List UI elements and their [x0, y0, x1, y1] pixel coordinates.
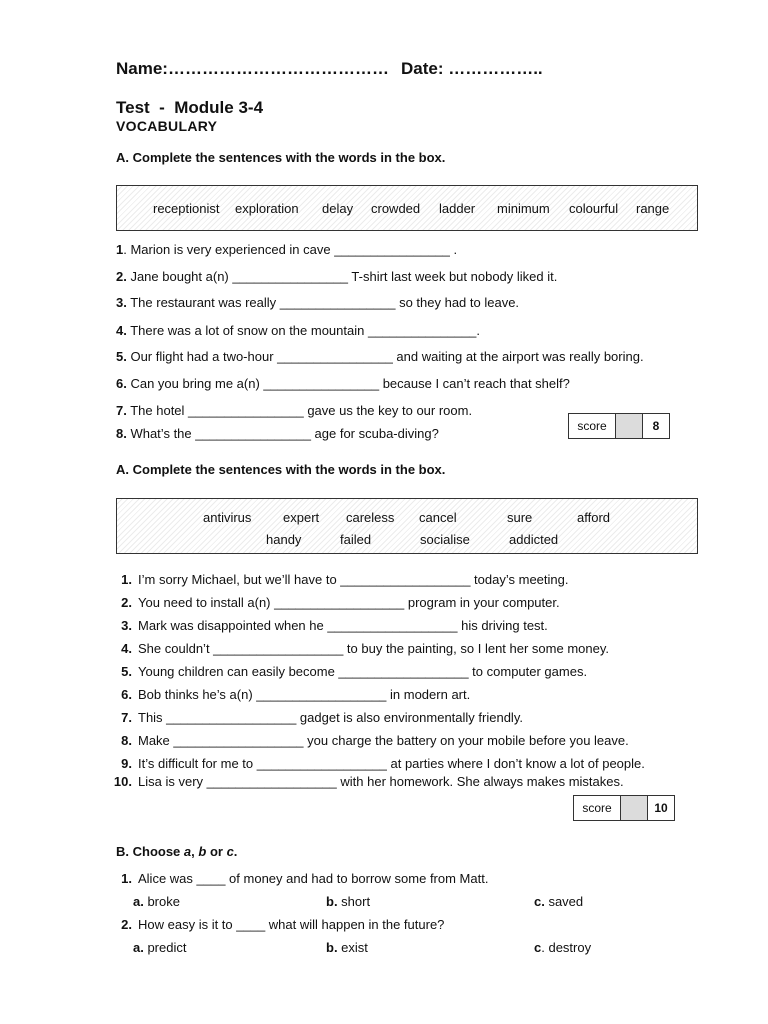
- word-box-2-word: afford: [577, 510, 611, 525]
- score-entry-cell: [621, 796, 648, 820]
- s1-question-8: 8. What’s the ________________ age for scuba-diving?: [116, 426, 439, 441]
- s3-q2-option-b: b. exist: [326, 940, 368, 955]
- s2-question-7: 7. This __________________ gadget is also environmentally friendly.: [121, 710, 523, 725]
- s1-question-2: 2. Jane bought a(n) ________________ T-shirt last week but nobody liked it.: [116, 269, 558, 284]
- s2-question-3: 3. Mark was disappointed when he __________________ his driving test.: [121, 618, 548, 633]
- score-box-2: [573, 795, 675, 821]
- word-box-2-word: sure: [507, 510, 533, 525]
- s2-question-2: 2. You need to install a(n) __________________ program in your computer.: [121, 595, 560, 610]
- section1-instruction: A. Complete the sentences with the words in the box.: [116, 150, 446, 165]
- word-box-2-word: antivirus: [203, 510, 252, 525]
- word-box-1-word: receptionist: [153, 201, 220, 216]
- word-box-2-word: handy: [266, 532, 302, 547]
- word-box-1-word: ladder: [439, 201, 476, 216]
- word-box-1: [116, 185, 698, 231]
- section2-instruction: A. Complete the sentences with the words in the box.: [116, 462, 446, 477]
- header-line: [116, 59, 543, 79]
- score-box-1: [568, 413, 670, 439]
- s3-q2-option-c: c. destroy: [534, 940, 592, 955]
- score-label: score: [574, 796, 621, 820]
- s1-question-5: 5. Our flight had a two-hour ________________ and waiting at the airport was really boring.: [116, 349, 644, 364]
- s2-question-5: 5. Young children can easily become __________________ to computer games.: [121, 664, 588, 679]
- name-field-label: Name:…………………………………: [116, 59, 389, 78]
- s2-question-6: 6. Bob thinks he’s a(n) __________________ in modern art.: [121, 687, 471, 702]
- s3-q1-option-b: b. short: [326, 894, 371, 909]
- s3-q1-option-a: a. broke: [133, 894, 180, 909]
- score-max-value: 10: [654, 801, 668, 815]
- s1-question-3: 3. The restaurant was really ________________ so they had to leave.: [116, 295, 520, 310]
- s2-question-10: 10. Lisa is very __________________ with her homework. She always makes mistakes.: [113, 774, 624, 789]
- s3-question-2: 2. How easy is it to ____ what will happen in the future?: [121, 917, 445, 932]
- word-box-2-word: expert: [283, 510, 320, 525]
- word-box-2-word: careless: [346, 510, 395, 525]
- s3-q2-option-a: a. predict: [133, 940, 187, 955]
- word-box-1-word: range: [636, 201, 670, 216]
- word-box-2: [116, 498, 698, 554]
- score-label: score: [569, 414, 616, 438]
- s2-question-1: 1. I’m sorry Michael, but we’ll have to __________________ today’s meeting.: [121, 572, 569, 587]
- s2-question-9: 9. It’s difficult for me to __________________ at parties where I don’t know a lot of people.: [121, 756, 645, 771]
- score-entry-cell: [616, 414, 643, 438]
- word-box-2-word: addicted: [509, 532, 559, 547]
- s3-q1-option-c: c. saved: [534, 894, 584, 909]
- s2-question-4: 4. She couldn’t __________________ to buy the painting, so I lent her some money.: [121, 641, 609, 656]
- s2-question-8: 8. Make __________________ you charge the battery on your mobile before you leave.: [121, 733, 629, 748]
- date-field-label: Date: ……………..: [400, 59, 543, 78]
- s1-question-1: 1. Marion is very experienced in cave ________________ .: [116, 242, 458, 257]
- score-max-value: 8: [652, 419, 660, 433]
- s3-question-1: 1. Alice was ____ of money and had to borrow some from Matt.: [121, 871, 489, 886]
- word-box-2-word: socialise: [420, 532, 470, 547]
- section3-instruction: B. Choose a, b or c.: [116, 844, 238, 859]
- word-box-1-word: minimum: [497, 201, 550, 216]
- s1-question-6: 6. Can you bring me a(n) ________________ because I can’t reach that shelf?: [116, 376, 570, 391]
- word-box-1-word: crowded: [371, 201, 421, 216]
- s1-question-4: 4. There was a lot of snow on the mountain _______________.: [116, 323, 481, 338]
- test-title: Test - Module 3-4: [116, 98, 264, 117]
- word-box-1-word: exploration: [235, 201, 299, 216]
- word-box-2-word: cancel: [419, 510, 457, 525]
- word-box-1-word: delay: [322, 201, 354, 216]
- word-box-2-word: failed: [340, 532, 372, 547]
- s1-question-7: 7. The hotel ________________ gave us the key to our room.: [116, 403, 473, 418]
- word-box-1-word: colourful: [569, 201, 619, 216]
- section-heading-vocabulary: VOCABULARY: [116, 118, 218, 134]
